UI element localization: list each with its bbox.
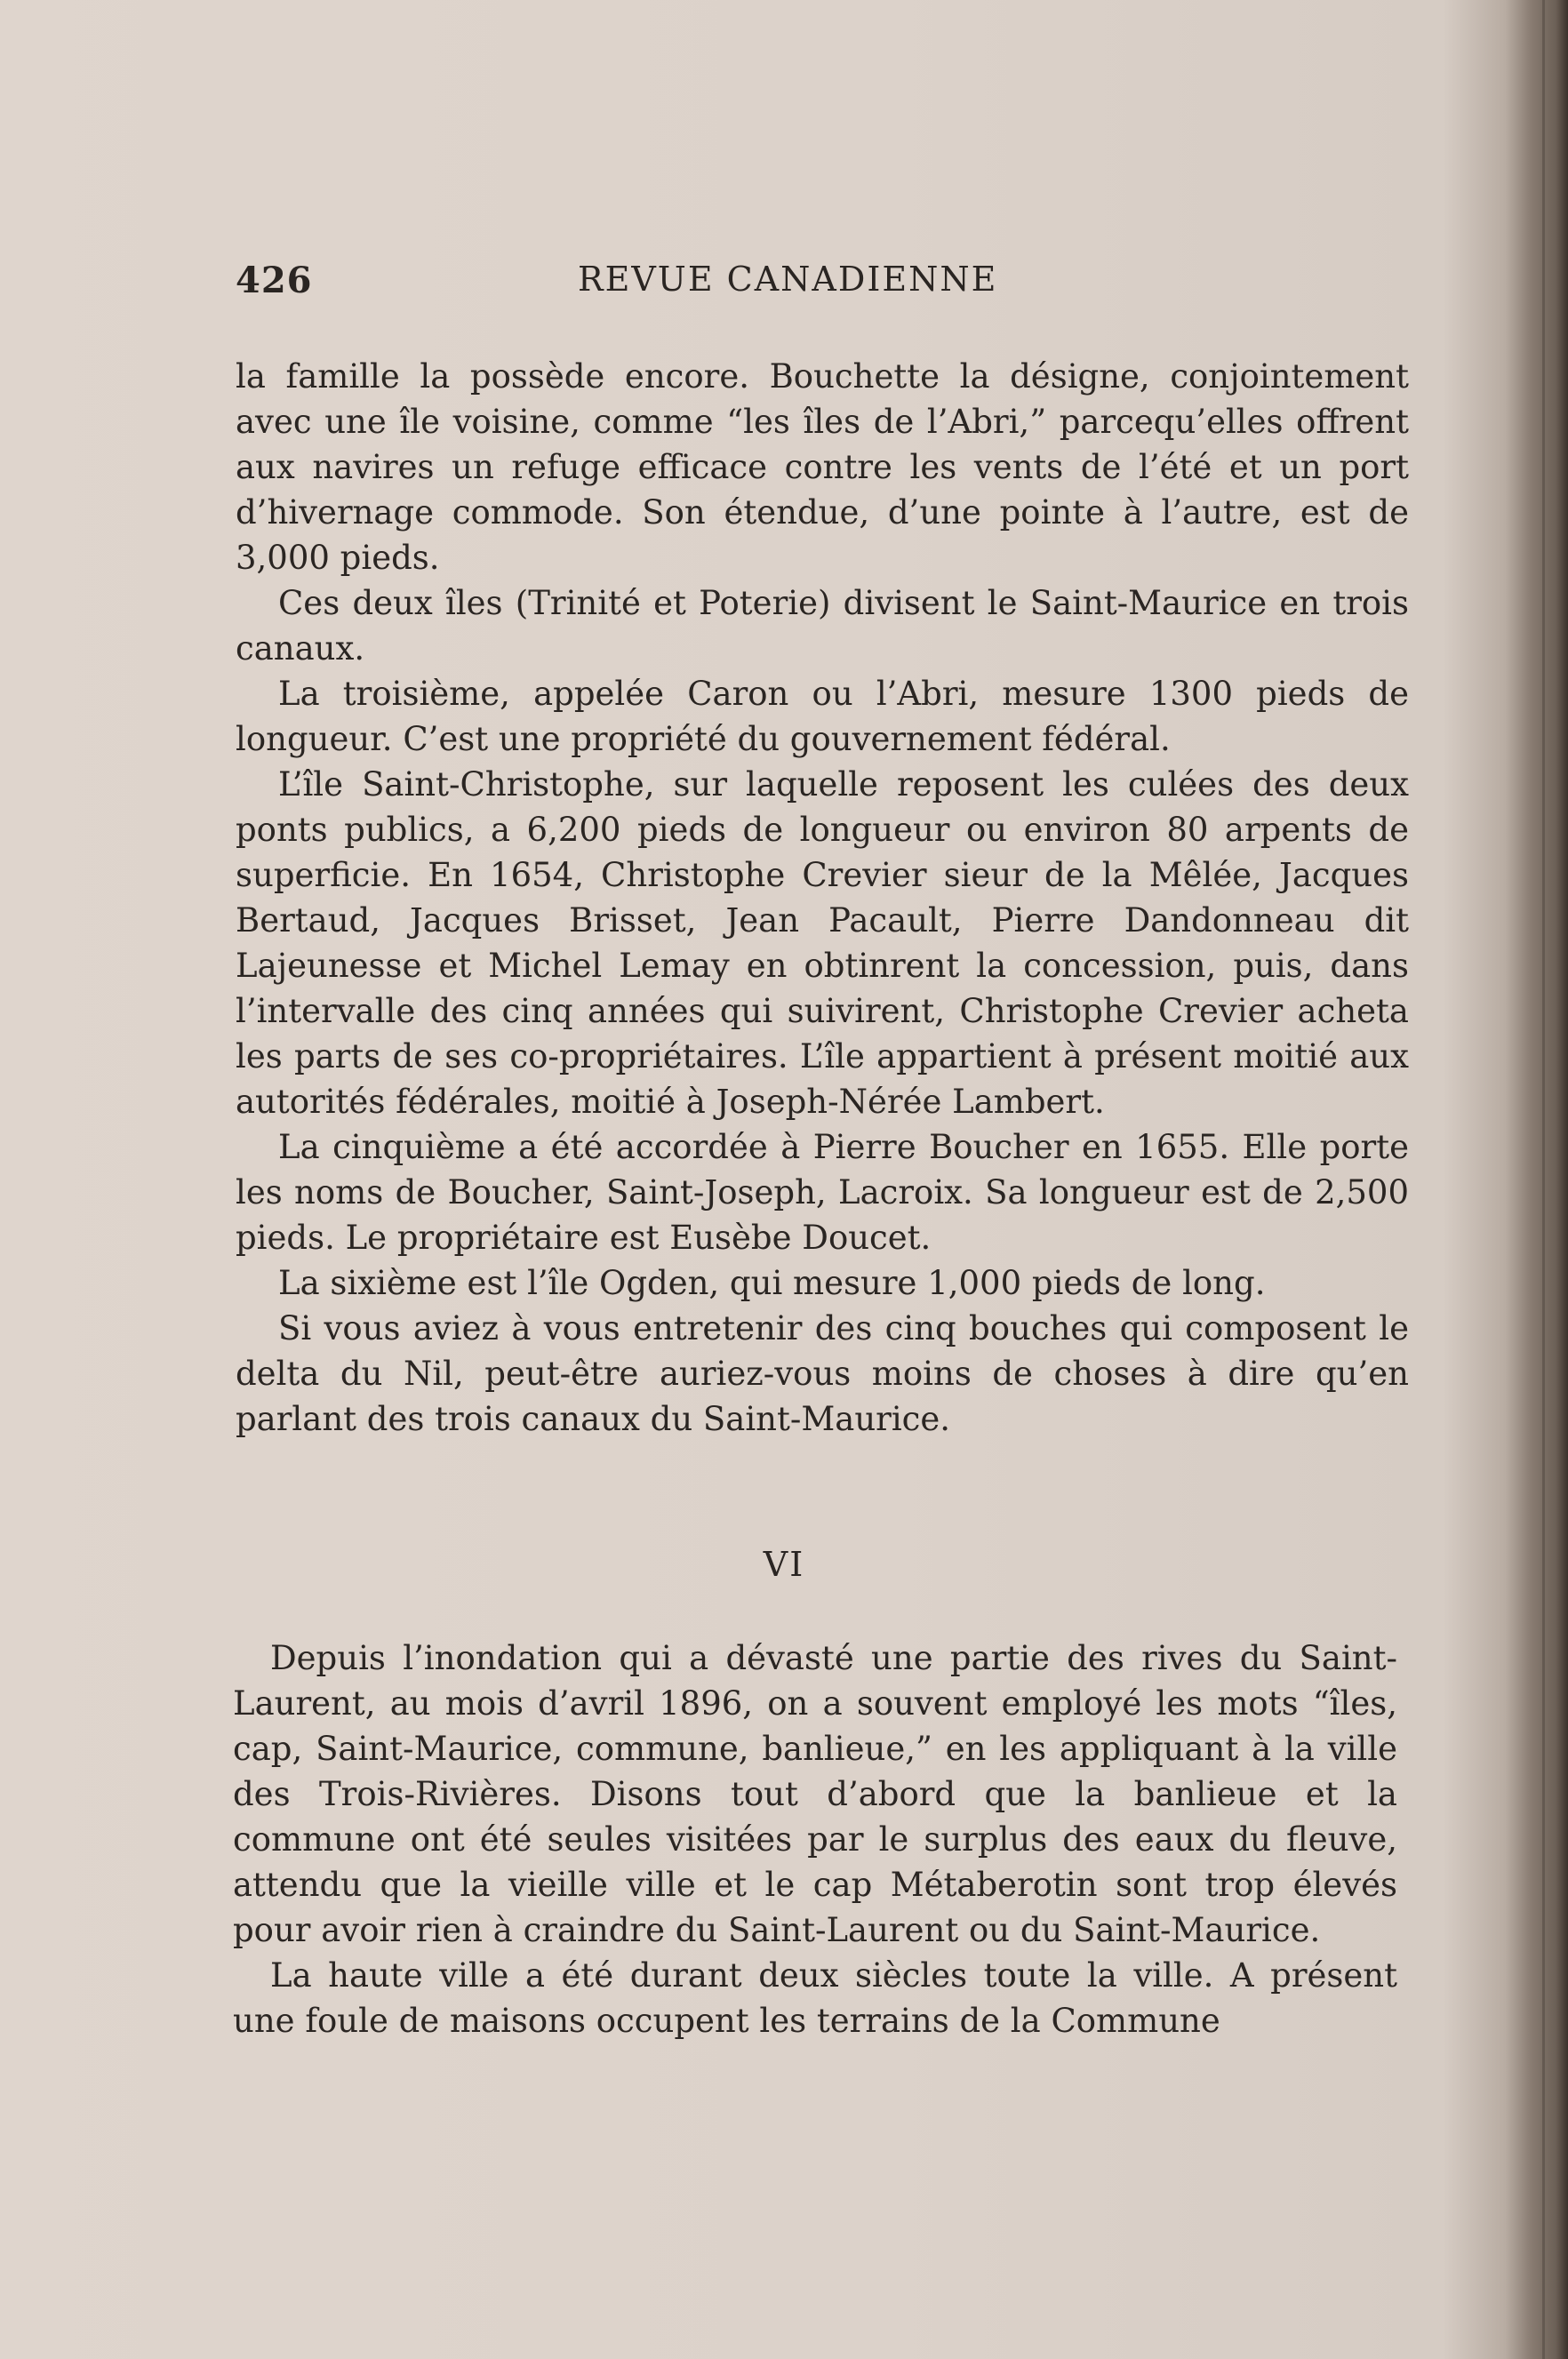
section-heading: VI <box>763 1545 805 1584</box>
paragraph: La haute ville a été durant deux siècles toute la ville. A présent une foule de maisons occupent les terrains de la Commune <box>233 1956 1397 2040</box>
section-body-text <box>233 1635 1397 2043</box>
page-fold-shadow <box>1542 0 1545 2359</box>
paragraph: Depuis l’inondation qui a dévasté une partie des rives du Saint-Laurent, au mois d’avril 1896, on a souvent employé les mots “îles, cap, Saint-Maurice, commune, banlieue,” en les appliquant à la ville des Trois-Rivières. Disons tout d’abord que la banlieue et la commune ont été seules visitées par le surplus des eaux du fleuve, attendu que la vieille ville et le cap Métaberotin sont trop élevés pour avoir rien à craindre du Saint-Laurent ou du Saint-Maurice. <box>233 1639 1397 1949</box>
paragraph: La cinquième a été accordée à Pierre Boucher en 1655. Elle porte les noms de Boucher, Saint-Joseph, Lacroix. Sa longueur est de 2,500 pieds. Le propriétaire est Eusèbe Doucet. <box>236 1128 1409 1257</box>
paragraph: La troisième, appelée Caron ou l’Abri, mesure 1300 pieds de longueur. C’est une propriété du gouvernement fédéral. <box>236 675 1409 758</box>
paragraph: Si vous aviez à vous entretenir des cinq bouches qui composent le delta du Nil, peut-être auriez-vous moins de choses à dire qu’en parlant des trois canaux du Saint-Maurice. <box>236 1309 1409 1438</box>
running-head <box>236 260 1418 313</box>
running-title: REVUE CANADIENNE <box>578 260 998 299</box>
paragraph: Ces deux îles (Trinité et Poterie) divisent le Saint-Maurice en trois canaux. <box>236 584 1409 668</box>
page-number: 426 <box>236 260 313 301</box>
book-spine-edge <box>1556 0 1568 2359</box>
paragraph: la famille la possède encore. Bouchette la désigne, conjointement avec une île voisine, comme “les îles de l’Abri,” parcequ’elles offrent aux navires un refuge efficace contre les vents de l’été et un port d’hivernage commode. Son étendue, d’une pointe à l’autre, est de 3,000 pieds. <box>236 357 1409 577</box>
body-text <box>236 354 1409 1442</box>
paragraph: L’île Saint-Christophe, sur laquelle reposent les culées des deux ponts publics, a 6,200 pieds de longueur ou environ 80 arpents de superficie. En 1654, Christophe Crevier sieur de la Mêlée, Jacques Bertaud, Jacques Brisset, Jean Pacault, Pierre Dandonneau dit Lajeunesse et Michel Lemay en obtinrent la concession, puis, dans l’intervalle des cinq années qui suivirent, Christophe Crevier acheta les parts de ses co-propriétaires. L’île appartient à présent moitié aux autorités fédérales, moitié à Joseph-Nérée Lambert. <box>236 765 1409 1121</box>
paragraph: La sixième est l’île Ogden, qui mesure 1,000 pieds de long. <box>278 1264 1266 1302</box>
